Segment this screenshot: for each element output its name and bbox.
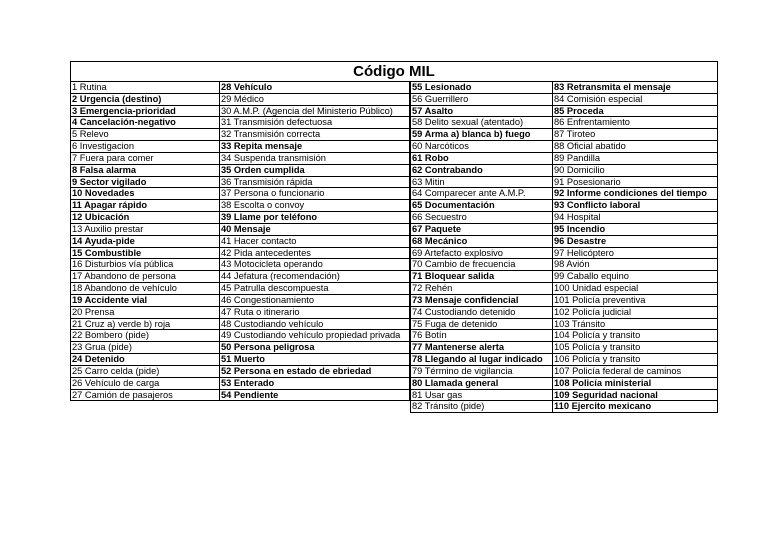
code-entry: 3 Emergencia-prioridad — [70, 106, 220, 118]
code-entry: 104 Policía y transito — [553, 330, 718, 342]
code-entry: 79 Término de vigilancia — [410, 366, 553, 378]
code-entry: 86 Enfrentamiento — [553, 117, 718, 129]
code-entry: 88 Oficial abatido — [553, 141, 718, 153]
code-entry: 109 Seguridad nacional — [553, 390, 718, 402]
code-entry: 44 Jefatura (recomendación) — [220, 271, 410, 283]
code-entry: 31 Transmisión defectuosa — [220, 117, 410, 129]
code-entry: 108 Policía ministerial — [553, 378, 718, 390]
code-entry: 80 Llamada general — [410, 378, 553, 390]
code-entry: 71 Bloquear salida — [410, 271, 553, 283]
code-entry: 15 Combustible — [70, 248, 220, 260]
code-entry: 61 Robo — [410, 153, 553, 165]
code-columns — [70, 82, 718, 414]
code-column-4 — [553, 82, 718, 413]
code-entry: 57 Asalto — [410, 106, 553, 118]
code-entry: 27 Camión de pasajeros — [70, 390, 220, 402]
code-entry: 82 Tránsito (pide) — [410, 401, 553, 413]
code-entry: 87 Tiroteo — [553, 129, 718, 141]
code-entry: 70 Cambio de frecuencia — [410, 259, 553, 271]
code-entry: 42 Pida antecedentes — [220, 248, 410, 260]
code-entry: 67 Paquete — [410, 224, 553, 236]
code-entry: 41 Hacer contacto — [220, 236, 410, 248]
code-entry: 12 Ubicación — [70, 212, 220, 224]
code-entry: 63 Mitin — [410, 177, 553, 189]
code-entry: 35 Orden cumplida — [220, 165, 410, 177]
code-column-1 — [70, 82, 220, 401]
code-entry: 47 Ruta o itinerario — [220, 307, 410, 319]
code-entry: 101 Policía preventiva — [553, 295, 718, 307]
code-entry: 9 Sector vigilado — [70, 177, 220, 189]
code-entry: 38 Escolta o convoy — [220, 200, 410, 212]
code-entry: 73 Mensaje confidencial — [410, 295, 553, 307]
code-entry: 40 Mensaje — [220, 224, 410, 236]
code-entry: 93 Conflicto laboral — [553, 200, 718, 212]
code-entry: 59 Arma a) blanca b) fuego — [410, 129, 553, 141]
code-entry: 26 Vehículo de carga — [70, 378, 220, 390]
code-entry: 78 Llegando al lugar indicado — [410, 354, 553, 366]
code-entry: 68 Mecánico — [410, 236, 553, 248]
code-entry: 49 Custodiando vehículo propiedad privada — [220, 330, 410, 342]
code-entry: 74 Custodiando detenido — [410, 307, 553, 319]
code-entry: 13 Auxilio prestar — [70, 224, 220, 236]
code-entry: 81 Usar gas — [410, 390, 553, 402]
code-entry: 48 Custodiando vehículo — [220, 319, 410, 331]
code-entry: 107 Policía federal de caminos — [553, 366, 718, 378]
code-entry: 98 Avión — [553, 259, 718, 271]
code-entry: 103 Tránsito — [553, 319, 718, 331]
code-entry: 65 Documentación — [410, 200, 553, 212]
code-entry: 90 Domicilio — [553, 165, 718, 177]
code-entry: 62 Contrabando — [410, 165, 553, 177]
code-entry: 37 Persona o funcionario — [220, 188, 410, 200]
code-entry: 45 Patrulla descompuesta — [220, 283, 410, 295]
code-entry: 14 Ayuda-pide — [70, 236, 220, 248]
code-entry: 54 Pendiente — [220, 390, 410, 402]
code-entry: 6 Investigacion — [70, 141, 220, 153]
code-column-2 — [220, 82, 410, 401]
code-entry: 43 Motocicleta operando — [220, 259, 410, 271]
code-entry: 106 Policía y transito — [553, 354, 718, 366]
code-entry: 33 Repita mensaje — [220, 141, 410, 153]
code-entry: 97 Helicóptero — [553, 248, 718, 260]
code-entry: 55 Lesionado — [410, 82, 553, 94]
code-entry: 83 Retransmita el mensaje — [553, 82, 718, 94]
code-entry: 51 Muerto — [220, 354, 410, 366]
code-entry: 99 Caballo equino — [553, 271, 718, 283]
code-entry: 34 Suspenda transmisión — [220, 153, 410, 165]
code-entry: 64 Comparecer ante A.M.P. — [410, 188, 553, 200]
code-entry: 7 Fuera para comer — [70, 153, 220, 165]
code-entry: 23 Grua (pide) — [70, 342, 220, 354]
code-entry: 32 Transmisión correcta — [220, 129, 410, 141]
code-sheet — [70, 61, 718, 414]
code-entry: 102 Policía judicial — [553, 307, 718, 319]
code-entry: 100 Unidad especial — [553, 283, 718, 295]
code-entry: 24 Detenido — [70, 354, 220, 366]
code-entry: 50 Persona peligrosa — [220, 342, 410, 354]
sheet-title: Código MIL — [70, 61, 718, 82]
code-entry: 21 Cruz a) verde b) roja — [70, 319, 220, 331]
code-entry: 28 Vehículo — [220, 82, 410, 94]
code-entry: 105 Policía y transito — [553, 342, 718, 354]
code-entry: 16 Disturbios vía pública — [70, 259, 220, 271]
code-entry: 96 Desastre — [553, 236, 718, 248]
code-entry: 5 Relevo — [70, 129, 220, 141]
code-entry: 17 Abandono de persona — [70, 271, 220, 283]
code-entry: 75 Fuga de detenido — [410, 319, 553, 331]
code-entry: 110 Ejercito mexicano — [553, 401, 718, 413]
code-entry: 85 Proceda — [553, 106, 718, 118]
code-entry: 94 Hospital — [553, 212, 718, 224]
code-entry: 25 Carro celda (pide) — [70, 366, 220, 378]
code-entry: 39 Llame por teléfono — [220, 212, 410, 224]
code-entry: 4 Cancelación-negativo — [70, 117, 220, 129]
code-entry: 69 Artefacto explosivo — [410, 248, 553, 260]
code-entry: 95 Incendio — [553, 224, 718, 236]
code-entry: 22 Bombero (pide) — [70, 330, 220, 342]
code-entry: 52 Persona en estado de ebriedad — [220, 366, 410, 378]
code-entry: 18 Abandono de vehículo — [70, 283, 220, 295]
code-entry: 30 A.M.P. (Agencia del Ministerio Público) — [220, 106, 410, 118]
code-entry: 56 Guerrillero — [410, 94, 553, 106]
code-entry: 8 Falsa alarma — [70, 165, 220, 177]
code-entry: 20 Prensa — [70, 307, 220, 319]
code-entry: 1 Rutina — [70, 82, 220, 94]
code-column-3 — [410, 82, 553, 413]
code-entry: 19 Accidente vial — [70, 295, 220, 307]
code-entry: 91 Posesionario — [553, 177, 718, 189]
code-entry: 89 Pandilla — [553, 153, 718, 165]
code-entry: 77 Mantenerse alerta — [410, 342, 553, 354]
code-entry: 10 Novedades — [70, 188, 220, 200]
code-entry: 46 Congestionamiento — [220, 295, 410, 307]
code-entry: 29 Médico — [220, 94, 410, 106]
code-entry: 2 Urgencia (destino) — [70, 94, 220, 106]
code-entry: 53 Enterado — [220, 378, 410, 390]
code-entry: 72 Rehén — [410, 283, 553, 295]
code-entry: 60 Narcóticos — [410, 141, 553, 153]
code-entry: 36 Transmisión rápida — [220, 177, 410, 189]
code-entry: 66 Secuestro — [410, 212, 553, 224]
code-entry: 76 Botín — [410, 330, 553, 342]
code-entry: 58 Delito sexual (atentado) — [410, 117, 553, 129]
code-entry: 11 Apagar rápido — [70, 200, 220, 212]
code-entry: 84 Comisión especial — [553, 94, 718, 106]
code-entry: 92 Informe condiciones del tiempo — [553, 188, 718, 200]
